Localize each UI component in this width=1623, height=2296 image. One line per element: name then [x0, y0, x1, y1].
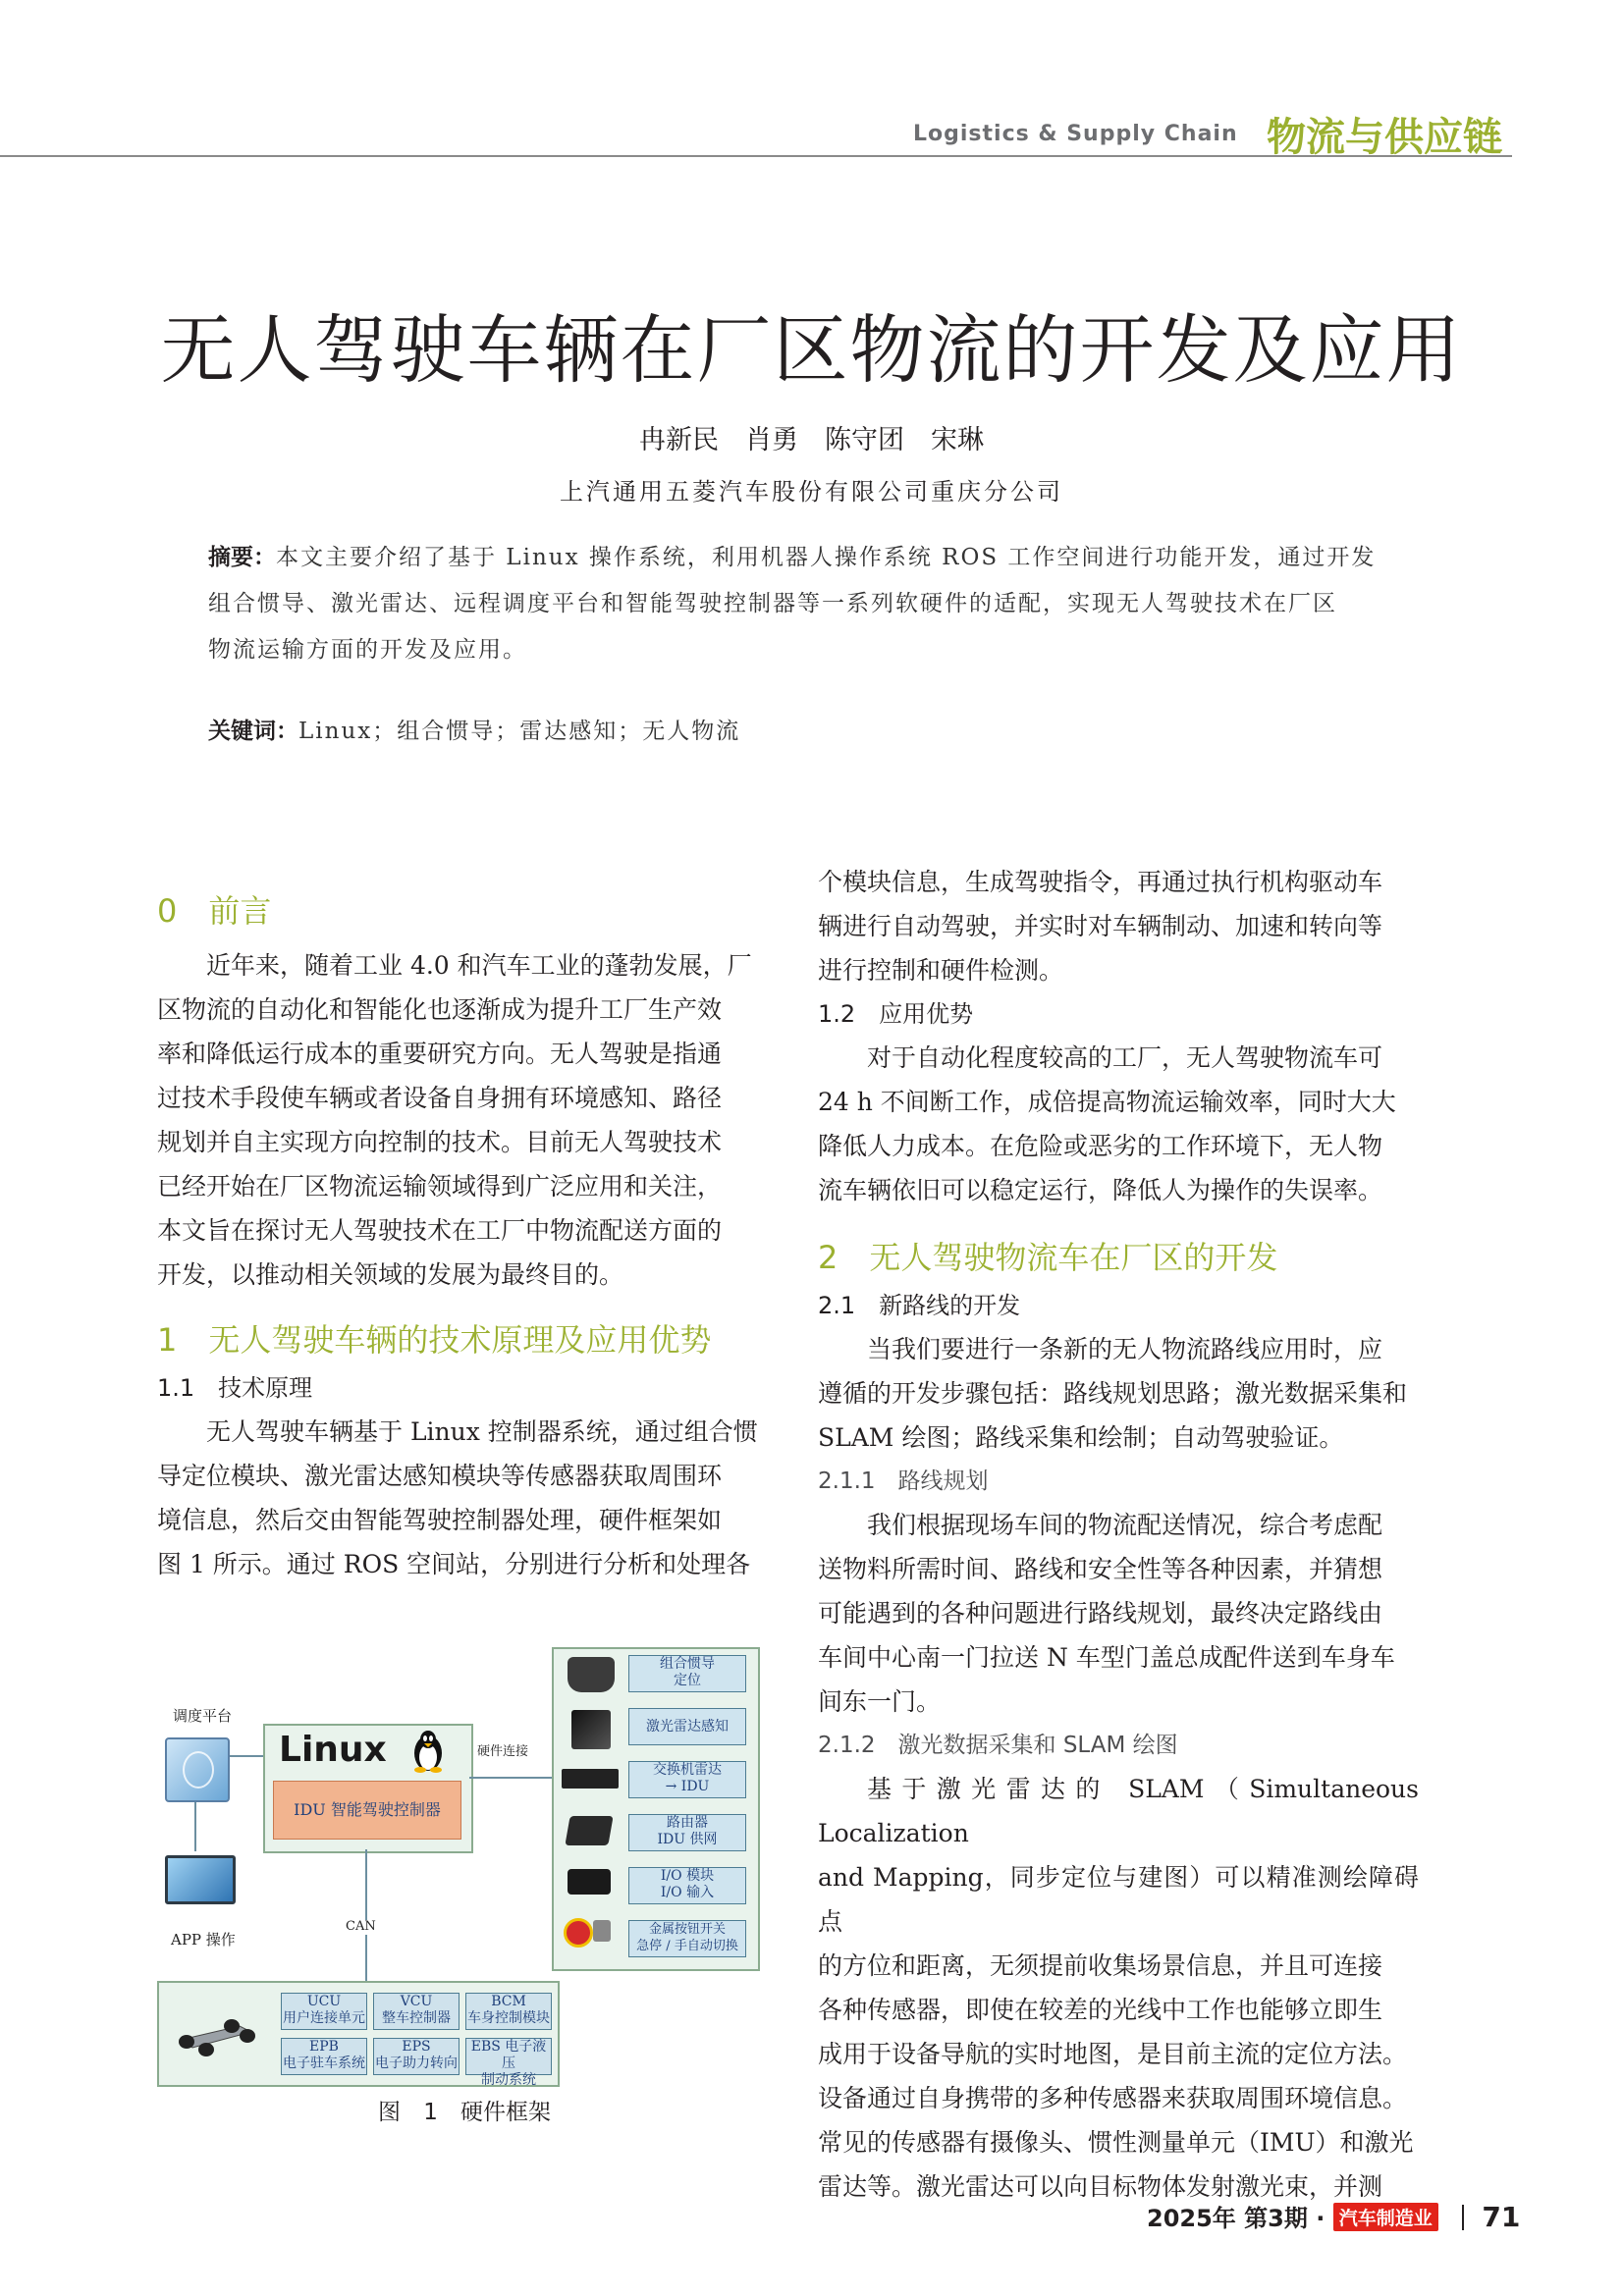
footer-separator: [1462, 2205, 1464, 2230]
right-box-io: I/O 模块 I/O 输入: [628, 1867, 746, 1904]
s12-line-1: 对于自动化程度较高的工厂，无人驾驶物流车可: [867, 1043, 1383, 1072]
section-2-heading: 2 无人驾驶物流车在厂区的开发: [818, 1239, 1278, 1276]
article-title: 无人驾驶车辆在厂区物流的开发及应用: [160, 306, 1463, 394]
dispatch-app-connector: [194, 1802, 196, 1851]
s212-line-1: 基于激光雷达的 SLAM（Simultaneous Localization: [818, 1775, 1419, 1847]
s212-line-2: and Mapping，同步定位与建图）可以精准测绘障碍点: [818, 1863, 1419, 1936]
s0-line-7: 本文旨在探讨无人驾驶技术在工厂中物流配送方面的: [157, 1216, 723, 1245]
ucu-box: UCU 用户连接单元: [281, 1993, 367, 2030]
s11-line-1: 无人驾驶车辆基于 Linux 控制器系统，通过组合惯: [206, 1417, 758, 1446]
s11-line-2: 导定位模块、激光雷达感知模块等传感器获取周围环: [157, 1462, 723, 1490]
article-authors: 冉新民 肖勇 陈守团 宋琳: [639, 425, 984, 455]
linux-logo-text: Linux: [279, 1730, 387, 1770]
abstract-line-1: 摘要：本文主要介绍了基于 Linux 操作系统，利用机器人操作系统 ROS 工作空间进行功能开发，通过开发: [208, 545, 1377, 570]
tablet-icon: [165, 1855, 236, 1904]
right-column: [818, 860, 1419, 2209]
left-column: [157, 889, 758, 1586]
keywords: [208, 709, 1377, 755]
page-number: 71: [1482, 2201, 1521, 2233]
estop-button-icon: [564, 1918, 593, 1948]
cont-line-2: 辆进行自动驾驶，并实时对车辆制动、加速和转向等: [818, 912, 1383, 940]
s212-line-6: 设备通过自身携带的多种传感器来获取周围环境信息。: [818, 2084, 1408, 2112]
lidar-icon: [571, 1710, 611, 1749]
abstract-line-3: 物流运输方面的开发及应用。: [208, 637, 527, 663]
s211-line-1: 我们根据现场车间的物流配送情况，综合考虑配: [867, 1511, 1383, 1539]
s212-line-4: 各种传感器，即使在较差的光线中工作也能够立即生: [818, 1996, 1383, 2024]
s211-line-3: 可能遇到的各种问题进行路线规划，最终决定路线由: [818, 1599, 1383, 1628]
abstract-line-2: 组合惯导、激光雷达、远程调度平台和智能驾驶控制器等一系列软硬件的适配，实现无人驾驶技术在厂区: [208, 591, 1337, 616]
s21-line-3: SLAM 绘图；路线采集和绘制；自动驾驶验证。: [818, 1423, 1344, 1452]
ins-device-icon: [568, 1657, 615, 1692]
right-box-lidar: 激光雷达感知: [628, 1708, 746, 1745]
section-0-heading: 0 前言: [157, 892, 272, 930]
right-box-button: 金属按钮开关 急停 / 手自动切换: [628, 1920, 746, 1957]
brain-icon: [183, 1751, 214, 1789]
right-box-switch: 交换机雷达 → IDU: [628, 1761, 746, 1798]
figure-hardware-framework: [157, 1647, 758, 2088]
hw-link-label: 硬件连接: [477, 1744, 529, 1759]
dispatch-monitor-icon: [165, 1737, 230, 1802]
selector-switch-icon: [593, 1920, 611, 1942]
chassis-icon: [171, 2012, 257, 2057]
s212-line-5: 成用于设备导航的实时地图，是目前主流的定位方法。: [818, 2040, 1408, 2068]
s11-line-3: 境信息，然后交由智能驾驶控制器处理，硬件框架如: [157, 1506, 723, 1534]
switch-icon: [562, 1769, 619, 1789]
s212-line-8: 雷达等。激光雷达可以向目标物体发射激光束，并测: [818, 2172, 1383, 2201]
s0-line-2: 区物流的自动化和智能化也逐渐成为提升工厂生产效: [157, 995, 723, 1024]
issue-label: 2025年 第3期 ·: [1147, 2205, 1325, 2232]
section-2-1-2-heading: 2.1.2 激光数据采集和 SLAM 绘图: [818, 1733, 1178, 1758]
right-box-ins: 组合惯导 定位: [628, 1655, 746, 1692]
keywords-value: Linux；组合惯导；雷达感知；无人物流: [298, 719, 741, 744]
s21-line-2: 遵循的开发步骤包括：路线规划思路；激光数据采集和: [818, 1379, 1408, 1408]
app-label: APP 操作: [171, 1931, 236, 1949]
s211-line-4: 车间中心南一门拉送 N 车型门盖总成配件送到车身车: [818, 1643, 1395, 1672]
section-1-1-heading: 1.1 技术原理: [157, 1374, 313, 1402]
section-2-1-1-heading: 2.1.1 路线规划: [818, 1468, 989, 1494]
article-affiliation: 上汽通用五菱汽车股份有限公司重庆分公司: [560, 478, 1063, 506]
s0-line-6: 已经开始在厂区物流运输领域得到广泛应用和关注，: [157, 1172, 723, 1201]
bcm-box: BCM 车身控制模块: [465, 1993, 552, 2030]
dispatch-linux-connector: [230, 1755, 265, 1757]
s0-line-8: 开发，以推动相关领域的发展为最终目的。: [157, 1260, 624, 1289]
s12-line-2: 24 h 不间断工作，成倍提高物流运输效率，同时大大: [818, 1088, 1396, 1116]
s0-line-5: 规划并自主实现方向控制的技术。目前无人驾驶技术: [157, 1128, 723, 1156]
cont-line-3: 进行控制和硬件检测。: [818, 956, 1064, 985]
section-1-heading: 1 无人驾驶车辆的技术原理及应用优势: [157, 1321, 712, 1359]
section-2-1-heading: 2.1 新路线的开发: [818, 1292, 1021, 1319]
s12-line-3: 降低人力成本。在危险或恶劣的工作环境下，无人物: [818, 1132, 1383, 1160]
s211-line-2: 送物料所需时间、路线和安全性等各种因素，并猜想: [818, 1555, 1383, 1583]
keywords-label: 关键词：: [208, 719, 298, 744]
s12-line-4: 流车辆依旧可以稳定运行，降低人为操作的失误率。: [818, 1176, 1383, 1204]
ebs-box: EBS 电子液压 制动系统: [465, 2038, 552, 2075]
section-1-2-heading: 1.2 应用优势: [818, 1000, 974, 1028]
s0-line-4: 过技术手段使车辆或者设备自身拥有环境感知、路径: [157, 1084, 723, 1112]
header-chinese: 物流与供应链: [1267, 115, 1502, 160]
eps-box: EPS 电子助力转向: [373, 2038, 460, 2075]
cont-line-1: 个模块信息，生成驾驶指令，再通过执行机构驱动车: [818, 868, 1383, 896]
epb-box: EPB 电子驻车系统: [281, 2038, 367, 2075]
s212-line-3: 的方位和距离，无须提前收集场景信息，并且可连接: [818, 1951, 1383, 1980]
vcu-box: VCU 整车控制器: [373, 1993, 460, 2030]
dispatch-label: 调度平台: [173, 1707, 233, 1725]
magazine-badge: 汽车制造业: [1333, 2203, 1438, 2231]
page-footer: [1147, 2199, 1520, 2233]
router-icon: [565, 1816, 613, 1845]
can-line: [365, 1849, 367, 1981]
s0-line-1: 近年来，随着工业 4.0 和汽车工业的蓬勃发展，厂: [206, 951, 752, 980]
s0-line-3: 率和降低运行成本的重要研究方向。无人驾驶是指通: [157, 1040, 723, 1068]
s21-line-1: 当我们要进行一条新的无人物流路线应用时，应: [867, 1335, 1383, 1363]
abstract-label: 摘要：: [208, 545, 276, 570]
io-module-icon: [568, 1869, 611, 1895]
idu-controller: IDU 智能驾驶控制器: [273, 1781, 461, 1840]
s211-line-5: 间东一门。: [818, 1687, 942, 1716]
abstract: [208, 535, 1377, 673]
s212-line-7: 常见的传感器有摄像头、惯性测量单元（IMU）和激光: [818, 2128, 1414, 2157]
hw-link-line: [469, 1777, 552, 1779]
tux-penguin-icon: [410, 1728, 446, 1773]
figure-caption: 图 1 硬件框架: [378, 2100, 551, 2125]
right-box-router: 路由器 IDU 供网: [628, 1814, 746, 1851]
s11-line-4: 图 1 所示。通过 ROS 空间站，分别进行分析和处理各: [157, 1550, 751, 1578]
can-label: CAN: [346, 1919, 376, 1934]
header-english: Logistics & Supply Chain: [913, 122, 1238, 146]
